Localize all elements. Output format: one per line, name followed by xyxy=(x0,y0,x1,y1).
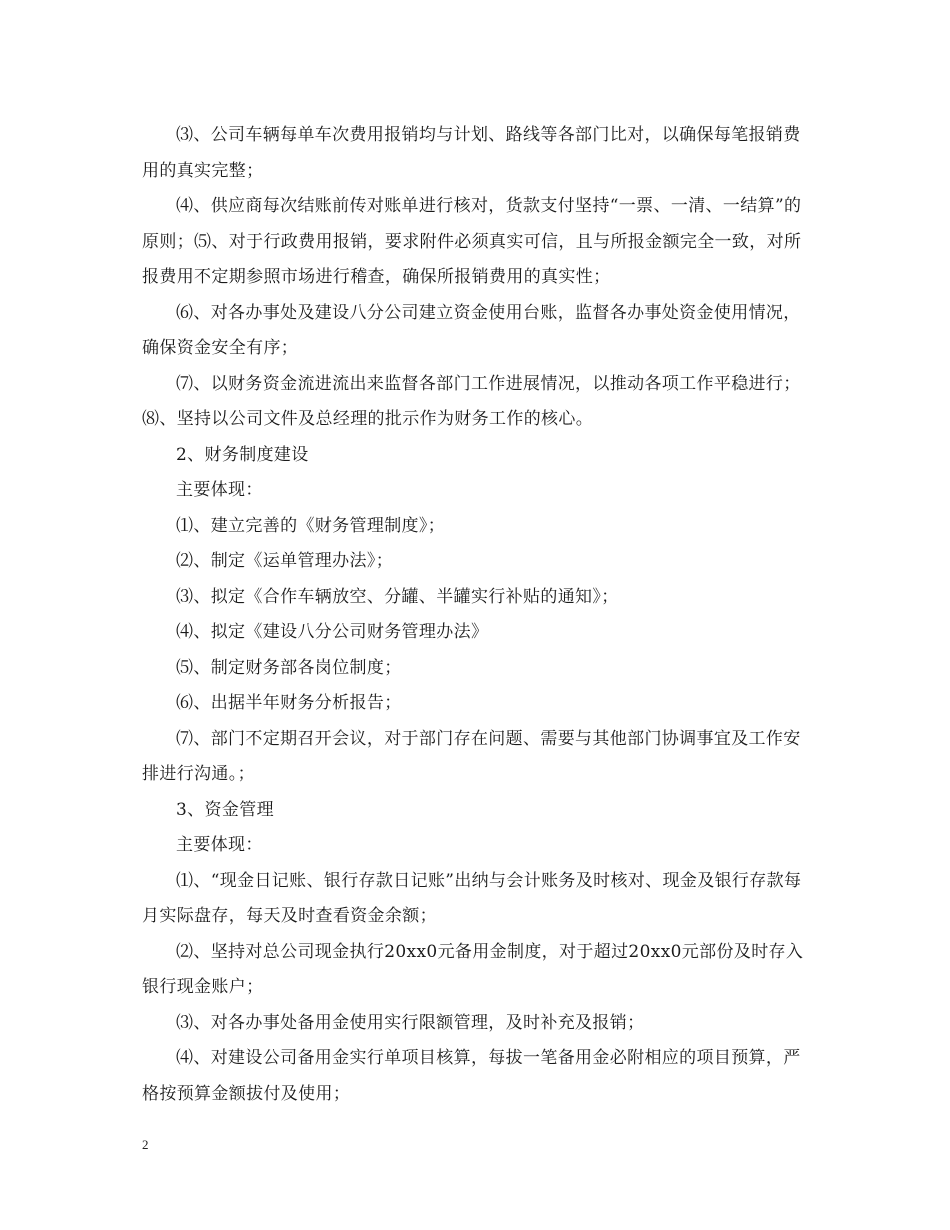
list-item: ⑶、对各办事处备用金使用实行限额管理，及时补充及报销； xyxy=(176,1012,645,1033)
list-item: ⑶、拟定《合作车辆放空、分罐、半罐实行补贴的通知》； xyxy=(176,586,619,607)
paragraph-2: ⑷、供应商每次结账前传对账单进行核对，货款支付坚持“一票、一清、一结算”的原则；⑸、对于行政费用报销，要求附件必须真实可信，且与所报金额完全一致，对所报费用不定期参照市场进行稽查，确保所报销费用的真实性； xyxy=(142,196,802,287)
paragraph-main-points-2: 主要体现： xyxy=(176,835,263,855)
section-heading-3: 3、资金管理 xyxy=(176,799,274,820)
paragraph-1: ⑶、公司车辆每单车次费用报销均与计划、路线等各部门比对，以确保每笔报销费用的真实完整； xyxy=(142,125,801,181)
paragraph-main-points-1: 主要体现： xyxy=(176,480,263,500)
page-number: 2 xyxy=(142,1137,149,1152)
list-item: ⑷、拟定《建设八分公司财务管理办法》 xyxy=(176,622,489,642)
list-item: ⑸、制定财务部各岗位制度； xyxy=(176,657,402,678)
list-item: ⑵、制定《运单管理办法》； xyxy=(176,551,394,571)
paragraph-3: ⑹、对各办事处及建设八分公司建立资金使用台账，监督各办事处资金使用情况，确保资金安全有序； xyxy=(142,302,801,358)
document-body xyxy=(142,118,810,1112)
list-item: ⑺、部门不定期召开会议，对于部门存在问题、需要与其他部门协调事宜及工作安排进行沟通。； xyxy=(142,728,801,784)
paragraph-4: ⑺、以财务资金流进流出来监督各部门工作进展情况，以推动各项工作平稳进行；⑻、坚持以公司文件及总经理的批示作为财务工作的核心。 xyxy=(142,373,801,429)
list-item: ⑷、对建设公司备用金实行单项目核算，每拔一笔备用金必附相应的项目预算，严格按预算金额拔付及使用； xyxy=(142,1048,801,1104)
list-item: ⑴、“现金日记账、银行存款日记账”出纳与会计账务及时核对、现金及银行存款每月实际盘存，每天及时查看资金余额； xyxy=(142,870,802,926)
list-item: ⑵、坚持对总公司现金执行20xx0元备用金制度，对于超过20xx0元部份及时存入银行现金账户； xyxy=(142,941,804,997)
section-heading-2: 2、财务制度建设 xyxy=(176,444,309,465)
list-item: ⑴、建立完善的《财务管理制度》； xyxy=(176,515,446,536)
list-item: ⑹、出据半年财务分析报告； xyxy=(176,693,402,713)
